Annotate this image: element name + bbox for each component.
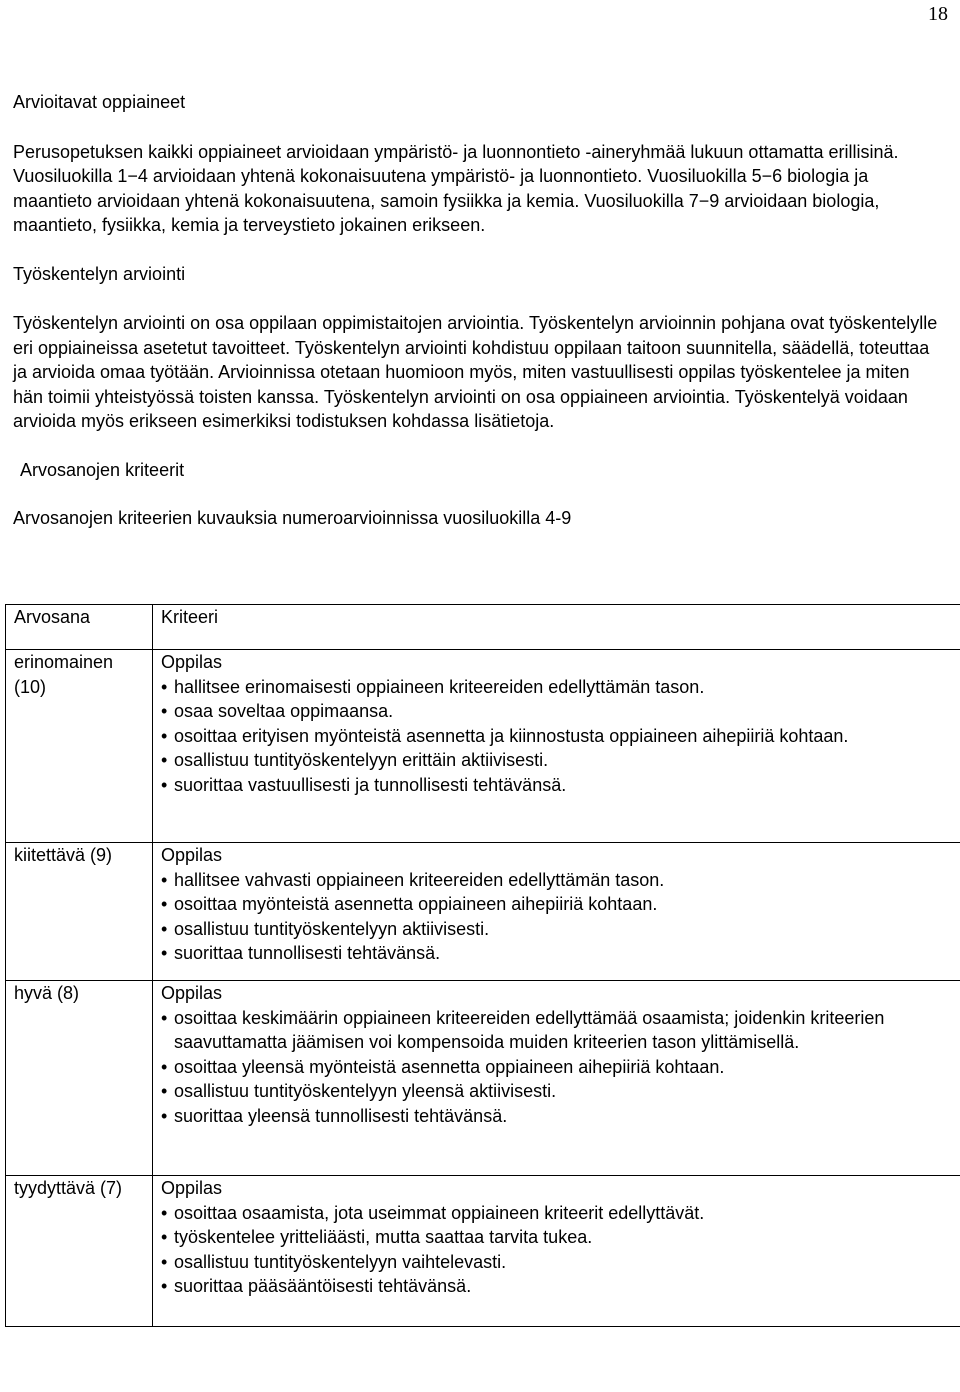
criteria-item: • työskentelee yritteliäästi, mutta saattaa tarvita tukea. xyxy=(161,1225,952,1250)
criteria-item: • osoittaa yleensä myönteistä asennetta oppiaineen aihepiiriä kohtaan. xyxy=(161,1055,952,1080)
criteria-cell xyxy=(153,981,960,1176)
criteria-list xyxy=(161,1006,952,1129)
criteria-cell xyxy=(153,1176,960,1327)
criteria-item: • osaa soveltaa oppimaansa. xyxy=(161,699,952,724)
criteria-item: • osallistuu tuntityöskentelyyn erittäin aktiivisesti. xyxy=(161,748,952,773)
criteria-item: • hallitsee erinomaisesti oppiaineen kriteereiden edellyttämän tason. xyxy=(161,675,952,700)
paragraph-work-assessment: Työskentelyn arviointi on osa oppilaan oppimistaitojen arviointia. Työskentelyn arvioinnin pohjana ovat työskentelylle eri oppiaineissa asetetut tavoitteet. Työskentelyn arviointi kohdistuu oppilaan taitoon suunnitella, säädellä, toteuttaa ja arvioida omaa työtään. Arvioinnissa otetaan huomioon myös, miten vastuullisesti oppilas työskentelee ja miten hän toimii yhteistyössä toisten kanssa. Työskentelyn arviointi on osa oppiaineen arviointia. Työskentelyä voidaan arvioida myös erikseen esimerkiksi todistuksen kohdassa lisätietoja. xyxy=(13,313,938,431)
section-heading-grade-criteria: Arvosanojen kriteerit xyxy=(20,459,185,480)
header-criteria: Kriteeri xyxy=(153,605,960,650)
criteria-item: • osallistuu tuntityöskentelyyn vaihtelevasti. xyxy=(161,1250,952,1275)
criteria-item: • suorittaa vastuullisesti ja tunnollisesti tehtävänsä. xyxy=(161,773,952,798)
section-heading-assessed-subjects: Arvioitavat oppiaineet xyxy=(13,92,186,112)
criteria-list xyxy=(161,675,952,798)
criteria-list xyxy=(161,868,952,966)
criteria-item: • osoittaa keskimäärin oppiaineen kriteereiden edellyttämää osaamista; joidenkin kriteerien saavuttamatta jäämisen voi kompensoida muiden kriteerien tason ylittämisellä. xyxy=(161,1006,952,1055)
criteria-item: • osallistuu tuntityöskentelyyn aktiivisesti. xyxy=(161,917,952,942)
document-body xyxy=(13,90,943,531)
criteria-intro: Oppilas xyxy=(161,652,223,672)
criteria-item: • suorittaa tunnollisesti tehtävänsä. xyxy=(161,941,952,966)
criteria-item: • hallitsee vahvasti oppiaineen kriteereiden edellyttämän tason. xyxy=(161,868,952,893)
grade-cell: erinomainen (10) xyxy=(6,650,153,843)
grade-cell: hyvä (8) xyxy=(6,981,153,1176)
table-header-row xyxy=(6,605,960,650)
criteria-cell xyxy=(153,650,960,843)
table-row xyxy=(6,843,960,981)
section-heading-work-assessment: Työskentelyn arviointi xyxy=(13,263,186,284)
table-row xyxy=(6,650,960,843)
criteria-list xyxy=(161,1201,952,1299)
criteria-item: • suorittaa yleensä tunnollisesti tehtävänsä. xyxy=(161,1104,952,1129)
paragraph-assessed-subjects: Perusopetuksen kaikki oppiaineet arvioidaan ympäristö- ja luonnontieto -aineryhmää lukuun ottamatta erillisinä. Vuosiluokilla 1−4 arvioidaan yhtenä kokonaisuutena ympäristö- ja luonnontieto. Vuosiluokilla 5−6 biologia ja maantieto arvioidaan yhtenä kokonaisuutena, samoin fysiikka ja kemia. Vuosiluokilla 7−9 arvioidaan biologia, maantieto, fysiikka, kemia ja terveystieto jokainen erikseen. xyxy=(13,141,899,235)
criteria-item: • osallistuu tuntityöskentelyyn yleensä aktiivisesti. xyxy=(161,1079,952,1104)
table-row xyxy=(6,981,960,1176)
page-number: 18 xyxy=(928,3,948,25)
criteria-intro: Oppilas xyxy=(161,1178,223,1198)
grade-cell: tyydyttävä (7) xyxy=(6,1176,153,1327)
criteria-item: • osoittaa erityisen myönteistä asennetta ja kiinnostusta oppiaineen aihepiiriä kohtaan. xyxy=(161,724,952,749)
header-grade: Arvosana xyxy=(6,605,153,650)
grade-criteria-table xyxy=(5,604,960,1327)
criteria-cell xyxy=(153,843,960,981)
criteria-item: • suorittaa pääsääntöisesti tehtävänsä. xyxy=(161,1274,952,1299)
criteria-intro: Oppilas xyxy=(161,983,223,1003)
table-caption: Arvosanojen kriteerien kuvauksia numeroarvioinnissa vuosiluokilla 4-9 xyxy=(13,508,572,528)
criteria-intro: Oppilas xyxy=(161,845,223,865)
grade-cell: kiitettävä (9) xyxy=(6,843,153,981)
criteria-item: • osoittaa myönteistä asennetta oppiaineen aihepiiriä kohtaan. xyxy=(161,892,952,917)
table-row xyxy=(6,1176,960,1327)
criteria-item: • osoittaa osaamista, jota useimmat oppiaineen kriteerit edellyttävät. xyxy=(161,1201,952,1226)
